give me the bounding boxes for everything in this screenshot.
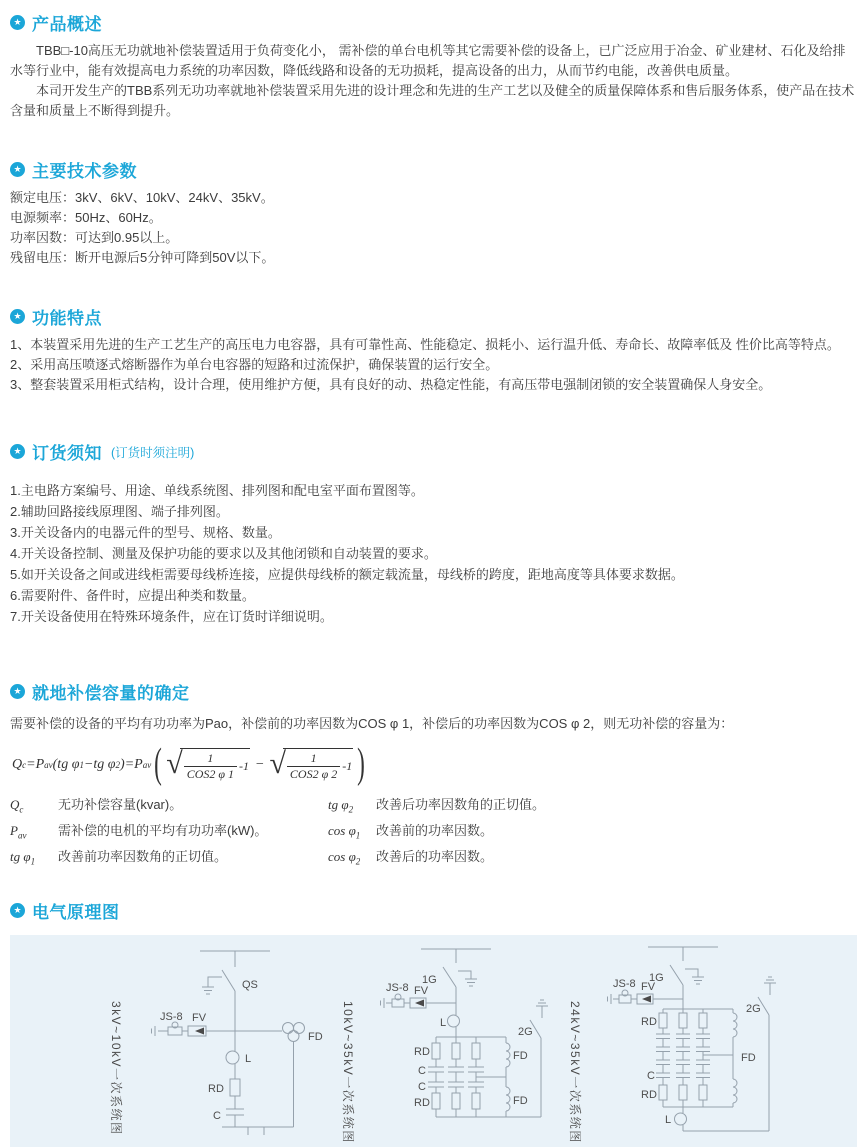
symbol-definitions xyxy=(10,794,857,872)
definition-text: 需补偿的电机的平均有功功率(kW)。 xyxy=(58,823,268,838)
parameter-line: 额定电压：3kV、6kV、10kV、24kV、35kV。 xyxy=(10,190,274,205)
section-parameters-header xyxy=(10,157,857,182)
formula-term: −tg φ xyxy=(83,757,116,772)
radical-sign: √ xyxy=(269,747,286,780)
section-features-header xyxy=(10,304,857,329)
feature-line: 3、整套装置采用柜式结构，设计合理，使用维护方便，具有良好的动、热稳定性能，有高压带电强制闭锁的安全装置确保人身安全。 xyxy=(10,377,772,392)
section-title: 主要技术参数 xyxy=(32,162,137,181)
schematic-diagram-24kv-35kv xyxy=(568,941,851,1147)
label-rd: RD xyxy=(414,1097,430,1109)
definition-row xyxy=(10,846,328,872)
diagram-caption: 3kV~10kV一次系统图 xyxy=(109,1001,123,1136)
formula-term: (tg φ xyxy=(52,757,80,772)
ordering-line: 4.开关设备控制、测量及保护功能的要求以及其他闭锁和自动装置的要求。 xyxy=(10,546,437,561)
label-rd: RD xyxy=(208,1083,224,1095)
radicand xyxy=(283,748,353,782)
overview-paragraph: 本司开发生产的TBB系列无功功率就地补偿装置采用先进的设计理念和先进的生产工艺以及健全的质量保障体系和售后服务体系，使产品在技术含量和质量上不断得到提升。 xyxy=(10,83,855,118)
label-fd: FD xyxy=(513,1095,528,1107)
label-l: L xyxy=(245,1053,252,1065)
definition-row xyxy=(10,794,328,820)
label-2g: 2G xyxy=(746,1003,761,1015)
radicand xyxy=(180,748,250,782)
features-list xyxy=(10,335,857,395)
label-c: C xyxy=(418,1065,426,1077)
fraction-numerator: 1 xyxy=(207,751,214,765)
definition-symbol: $\cos \varphi_1$ xyxy=(328,823,361,841)
definition-symbol: tg $\varphi_1$ xyxy=(10,849,36,867)
label-fv: FV xyxy=(192,1012,207,1024)
radical-sign: √ xyxy=(166,747,183,780)
formula-p: P xyxy=(35,757,45,772)
feature-line: 1、本装置采用先进的生产工艺生产的高压电力电容器，具有可靠性高、性能稳定、损耗小、运行温升低、寿命长、故障率低及 性价比高等特点。 xyxy=(10,337,840,352)
section-title: 功能特点 xyxy=(32,309,102,328)
overview-paragraphs xyxy=(10,41,857,121)
definitions-right-column xyxy=(328,794,545,872)
ordering-line: 7.开关设备使用在特殊环境条件，应在订货时详细说明。 xyxy=(10,609,333,624)
formula-sub: 1 xyxy=(79,760,84,770)
section-title: 订货须知 xyxy=(32,444,102,463)
formula-paren-close: ) xyxy=(357,741,366,788)
definition-text: 改善前的功率因数。 xyxy=(376,823,494,838)
formula-term: ) xyxy=(120,757,125,772)
compensation-intro: 需要补偿的设备的平均有功功率为Pao，补偿前的功率因数为COS φ 1，补偿后的功率因数为COS φ 2，则无功补偿的容量为： xyxy=(10,716,734,731)
formula-lhs: Q xyxy=(12,757,23,772)
circuit-drawing-3 xyxy=(601,941,851,1141)
ordering-list xyxy=(10,480,857,627)
parameter-line: 电源频率：50Hz、60Hz。 xyxy=(10,210,162,225)
ordering-line: 2.辅助回路接线原理图、端子排列图。 xyxy=(10,504,229,519)
parameters-list xyxy=(10,188,857,268)
definition-text: 改善后功率因数角的正切值。 xyxy=(376,797,546,812)
compensation-formula xyxy=(12,742,857,788)
section-compensation xyxy=(10,679,857,872)
definition-symbol: $\cos \varphi_2$ xyxy=(328,849,361,867)
fraction xyxy=(184,751,237,782)
star-bullet-icon: ★ xyxy=(10,684,25,699)
label-fv: FV xyxy=(641,981,656,993)
fraction-numerator: 1 xyxy=(310,751,317,765)
label-l: L xyxy=(665,1114,672,1126)
definition-row xyxy=(328,794,545,820)
definition-row xyxy=(10,820,328,846)
label-2g: 2G xyxy=(518,1026,533,1038)
formula-sub: c xyxy=(22,760,27,770)
section-features xyxy=(10,304,857,395)
section-title: 产品概述 xyxy=(32,15,102,34)
label-fd: FD xyxy=(741,1052,756,1064)
fraction xyxy=(287,751,340,782)
formula-p: P xyxy=(134,757,143,772)
section-ordering xyxy=(10,439,857,627)
section-title: 电气原理图 xyxy=(32,903,120,922)
formula-eq: = xyxy=(26,757,36,772)
schematic-panel xyxy=(10,935,857,1147)
definition-row xyxy=(328,820,545,846)
definition-text: 无功补偿容量(kvar)。 xyxy=(58,797,183,812)
section-compensation-header xyxy=(10,679,857,704)
radical-tail: -1 xyxy=(239,759,249,773)
star-bullet-icon: ★ xyxy=(10,444,25,459)
label-c: C xyxy=(647,1070,655,1082)
ordering-line: 5.如开关设备之间或进线柜需要母线桥连接，应提供母线桥的额定载流量，母线桥的跨度，距地高度等具体要求数据。 xyxy=(10,567,684,582)
section-ordering-header xyxy=(10,439,857,464)
section-schematic-header xyxy=(10,898,857,923)
section-subtitle: (订货时须注明) xyxy=(111,445,195,460)
formula-paren-open: ( xyxy=(154,741,163,788)
formula-sub: 2 xyxy=(115,760,121,770)
diagram-caption: 10kV~35kV一次系统图 xyxy=(341,1001,355,1144)
ordering-line: 6.需要附件、备件时，应提出种类和数量。 xyxy=(10,588,255,603)
definition-row xyxy=(328,846,545,872)
feature-line: 2、采用高压喷逐式熔断器作为单台电容器的短路和过流保护，确保装置的运行安全。 xyxy=(10,357,499,372)
circuit-drawing-2 xyxy=(374,941,569,1141)
label-rd: RD xyxy=(641,1016,657,1028)
radical-tail: -1 xyxy=(342,759,353,773)
label-c: C xyxy=(213,1110,221,1122)
schematic-diagram-3kv-10kv xyxy=(109,941,342,1147)
star-bullet-icon: ★ xyxy=(10,309,25,324)
formula-sqrt-2 xyxy=(269,748,353,782)
definitions-left-column xyxy=(10,794,328,872)
label-fd: FD xyxy=(308,1031,323,1043)
fraction-denominator: COS2 φ 2 xyxy=(287,766,340,782)
definition-symbol: tg $\varphi_2$ xyxy=(328,797,354,815)
formula-eq: = xyxy=(124,757,135,772)
label-js8: JS-8 xyxy=(613,978,636,990)
label-c: C xyxy=(418,1081,426,1093)
formula-sub: av xyxy=(142,760,152,770)
formula-sub: av xyxy=(44,760,53,770)
section-parameters xyxy=(10,157,857,268)
section-overview xyxy=(10,10,857,121)
label-js8: JS-8 xyxy=(386,982,409,994)
parameter-line: 功率因数：可达到0.95以上。 xyxy=(10,230,179,245)
star-bullet-icon: ★ xyxy=(10,15,25,30)
label-fd: FD xyxy=(513,1050,528,1062)
label-rd: RD xyxy=(414,1046,430,1058)
overview-paragraph: TBB□-10高压无功就地补偿装置适用于负荷变化小， 需补偿的单台电机等其它需要补偿的设备上，已广泛应用于冶金、矿业建材、石化及给排水等行业中，能有效提高电力系统的功率因数，降低线路和设备的无功损耗，提高设备的出力，从而节约电能，改善供电质量。 xyxy=(10,43,846,78)
label-1g: 1G xyxy=(422,974,437,986)
star-bullet-icon: ★ xyxy=(10,162,25,177)
star-bullet-icon: ★ xyxy=(10,903,25,918)
formula-sqrt-1 xyxy=(166,748,250,782)
definition-symbol: $Q_c$ xyxy=(10,797,24,815)
section-title: 就地补偿容量的确定 xyxy=(32,684,190,703)
section-schematic xyxy=(10,898,857,1147)
definition-symbol: $P_{av}$ xyxy=(10,823,27,841)
ordering-line: 1.主电路方案编号、用途、单线系统图、排列图和配电室平面布置图等。 xyxy=(10,483,424,498)
diagram-caption: 24kV~35kV一次系统图 xyxy=(568,1001,582,1144)
circuit-drawing-1 xyxy=(142,941,342,1139)
label-js8: JS-8 xyxy=(160,1011,183,1023)
label-l: L xyxy=(440,1017,447,1029)
label-1g: 1G xyxy=(649,972,664,984)
schematic-diagram-10kv-35kv xyxy=(341,941,569,1147)
label-fv: FV xyxy=(414,985,429,997)
definition-text: 改善前功率因数角的正切值。 xyxy=(58,849,228,864)
parameter-line: 残留电压：断开电源后5分钟可降到50V以下。 xyxy=(10,250,275,265)
section-overview-header xyxy=(10,10,857,35)
formula-minus: − xyxy=(255,757,265,772)
definition-text: 改善后的功率因数。 xyxy=(376,849,494,864)
label-qs: QS xyxy=(242,979,258,991)
ordering-line: 3.开关设备内的电器元件的型号、规格、数量。 xyxy=(10,525,281,540)
fraction-denominator: COS2 φ 1 xyxy=(184,766,237,782)
label-rd: RD xyxy=(641,1089,657,1101)
